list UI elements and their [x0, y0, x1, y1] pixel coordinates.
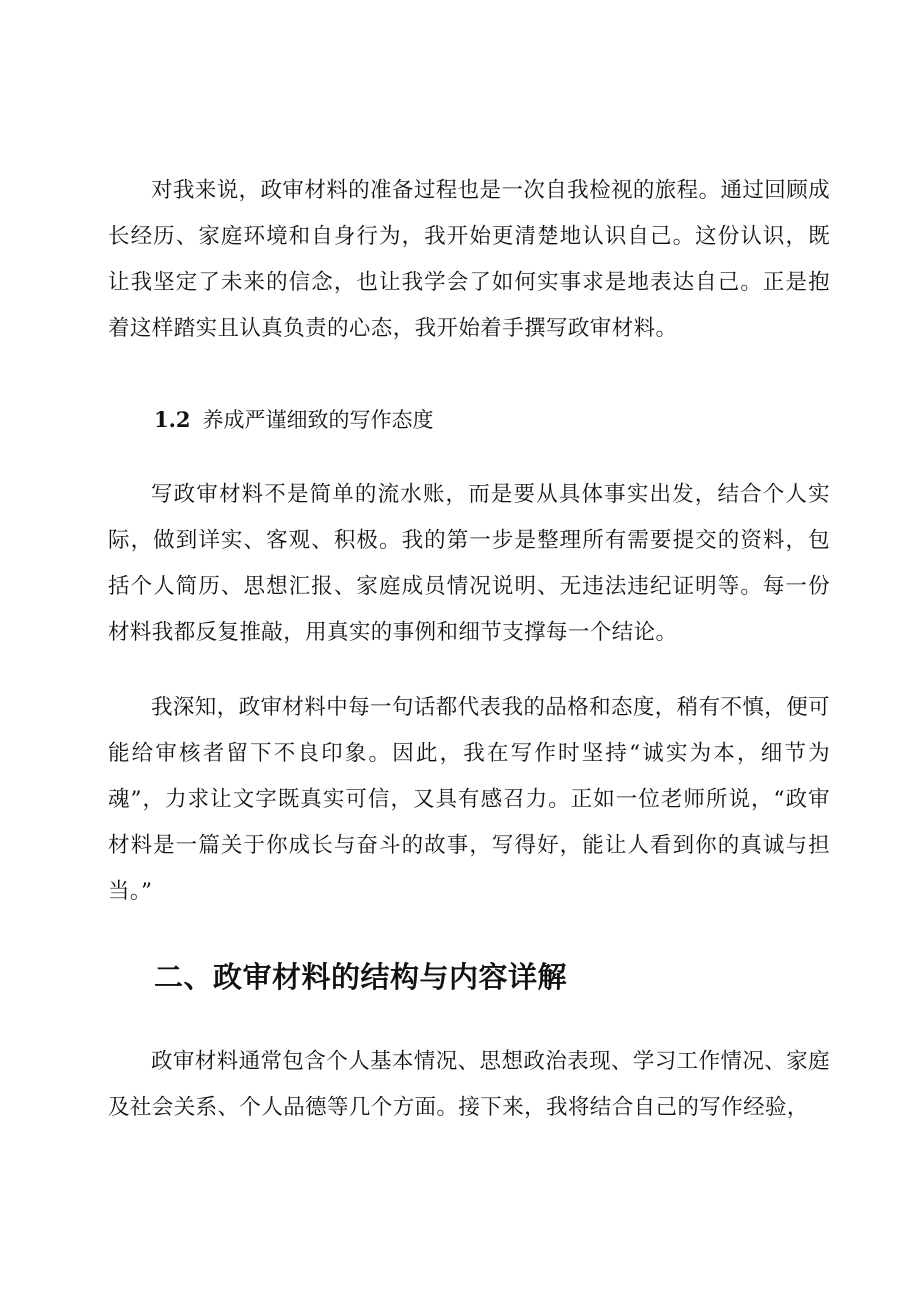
subsection-heading [108, 402, 830, 438]
section-heading: 二、政审材料的结构与内容详解 [154, 960, 568, 994]
paragraph-honesty-detail: 我深知，政审材料中每一句话都代表我的品格和态度，稍有不慎，便可能给审核者留下不良印象。因此，我在写作时坚持“诚实为本，细节为魂”，力求让文字既真实可信，又具有感召力。正如一位老师所说，“政审材料是一篇关于你成长与奋斗的故事，写得好，能让人看到你的真诚与担当。” [108, 695, 830, 904]
paragraph-writing-approach: 写政审材料不是简单的流水账，而是要从具体事实出发，结合个人实际，做到详实、客观、积极。我的第一步是整理所有需要提交的资料，包括个人简历、思想汇报、家庭成员情况说明、无违法违纪证明等。每一份材料我都反复推敲，用真实的事例和细节支撑每一个结论。 [108, 482, 830, 645]
subsection-number: 1.2 [154, 407, 191, 432]
paragraph-self-reflection: 对我来说，政审材料的准备过程也是一次自我检视的旅程。通过回顾成长经历、家庭环境和自身行为，我开始更清楚地认识自己。这份认识，既让我坚定了未来的信念，也让我学会了如何实事求是地表达自己。正是抱着这样踏实且认真负责的心态，我开始着手撰写政审材料。 [108, 178, 830, 341]
subsection-title: 养成严谨细致的写作态度 [202, 408, 434, 432]
paragraph-structure-overview: 政审材料通常包含个人基本情况、思想政治表现、学习工作情况、家庭及社会关系、个人品德等几个方面。接下来，我将结合自己的写作经验， [108, 1049, 830, 1120]
document-body [108, 168, 830, 1131]
